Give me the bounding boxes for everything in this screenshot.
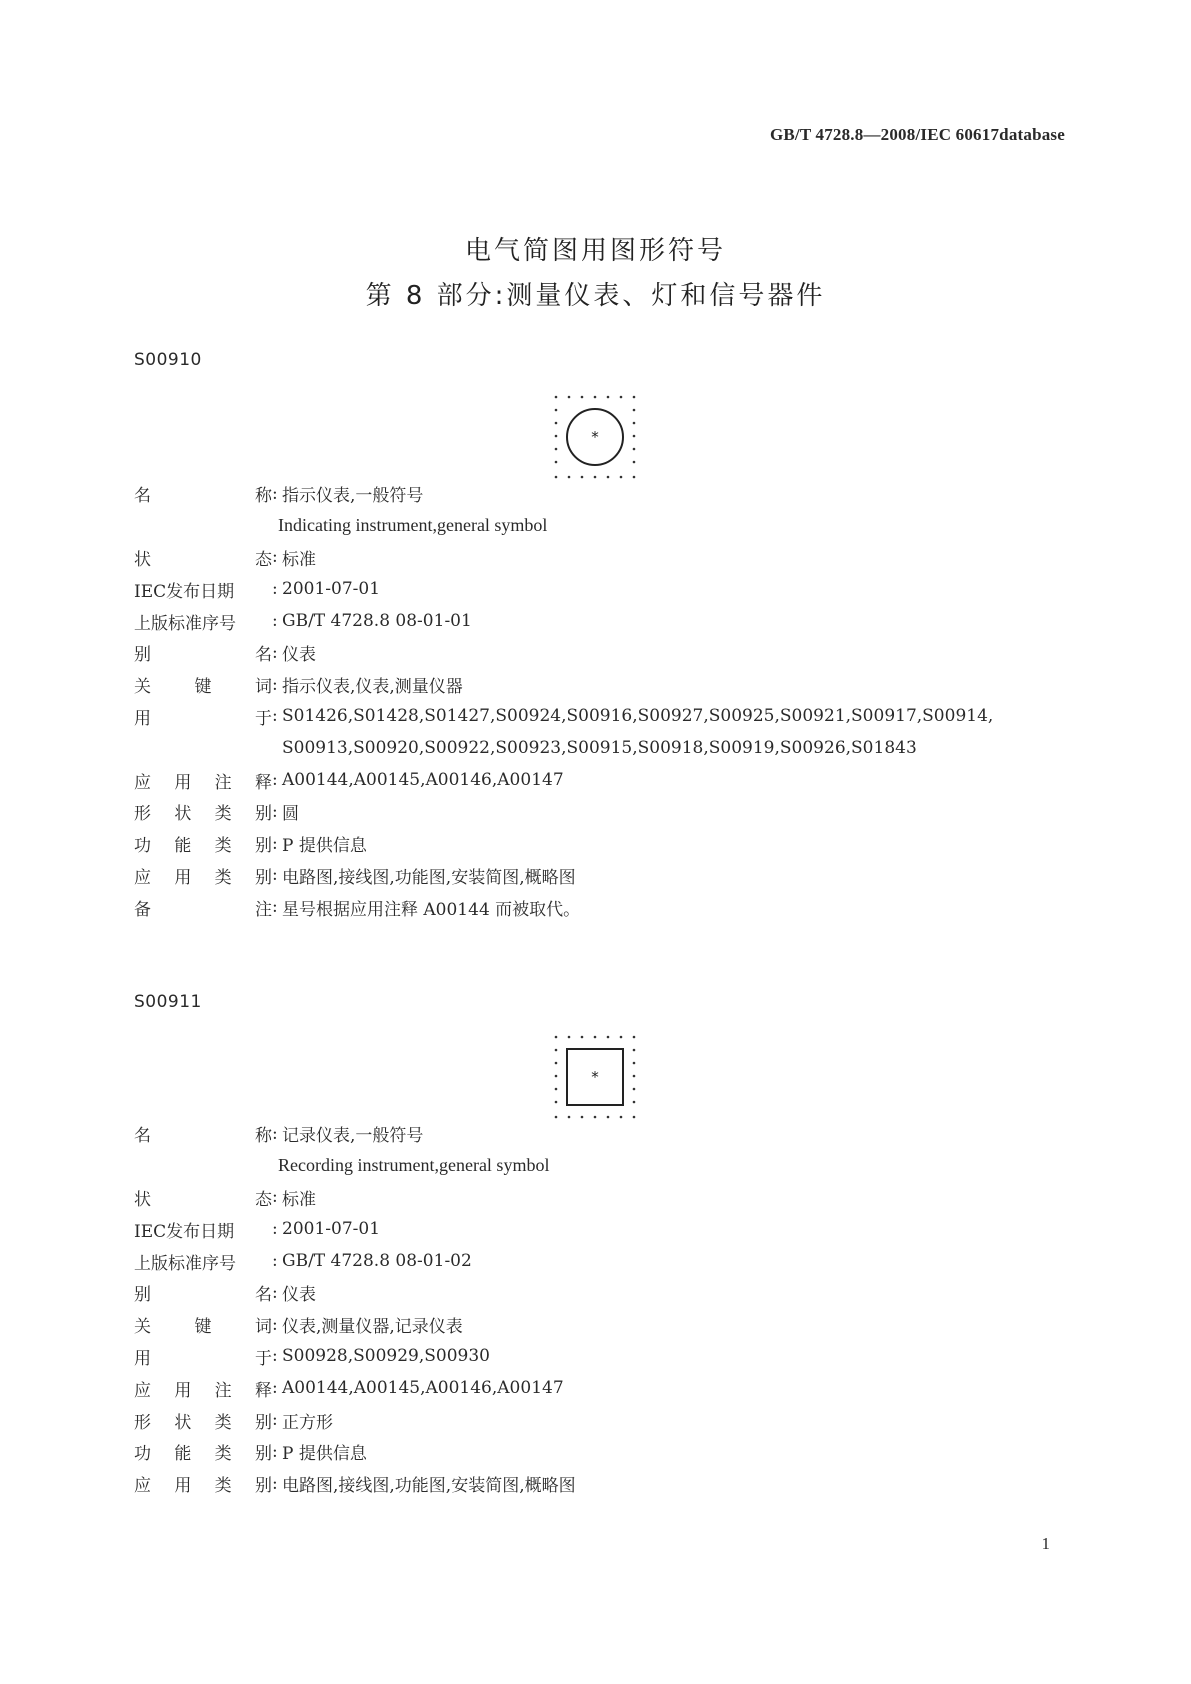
field-iec-date: IEC发布日期 : 2001-07-01 bbox=[134, 1219, 381, 1242]
field-name: 名 称 : 指示仪表,一般符号 bbox=[134, 483, 424, 507]
field-status: 状 态 : 标准 bbox=[134, 1187, 316, 1210]
field-name-en: Recording instrument,general symbol bbox=[278, 1155, 550, 1176]
standard-code: GB/T 4728.8—2008/IEC 60617database bbox=[769, 125, 1065, 144]
field-func-class: 功 能 类 别 : P 提供信息 bbox=[134, 1441, 367, 1465]
field-keywords: 关 键 词 : 指示仪表,仪表,测量仪器 bbox=[134, 674, 463, 698]
field-remark: 备 注 : 星号根据应用注释 A00144 而被取代。 bbox=[134, 897, 581, 920]
field-name-en: Indicating instrument,general symbol bbox=[278, 515, 548, 536]
field-app-class: 应 用 类 别 : 电路图,接线图,功能图,安装简图,概略图 bbox=[134, 1473, 576, 1497]
asterisk-mark: * bbox=[591, 428, 599, 446]
field-app-notes: 应 用 注 释 : A00144,A00145,A00146,A00147 bbox=[134, 1378, 564, 1401]
doc-title: 电气简图用图形符号 bbox=[464, 236, 726, 266]
field-used-in: 用 于 : S00928,S00929,S00930 bbox=[134, 1346, 490, 1369]
doc-subtitle: 第 8 部分:测量仪表、灯和信号器件 bbox=[365, 281, 826, 311]
symbol-id: S00911 bbox=[134, 992, 202, 1012]
field-keywords: 关 键 词 : 仪表,测量仪器,记录仪表 bbox=[134, 1314, 463, 1338]
field-app-notes: 应 用 注 释 : A00144,A00145,A00146,A00147 bbox=[134, 770, 564, 793]
field-status: 状 态 : 标准 bbox=[134, 547, 316, 570]
symbol-square-figure bbox=[549, 1030, 643, 1124]
field-prev-standard: 上版标准序号 : GB/T 4728.8 08-01-01 bbox=[134, 611, 472, 634]
entry-fields-s00910 bbox=[134, 478, 1074, 923]
field-iec-date: IEC发布日期 : 2001-07-01 bbox=[134, 579, 381, 602]
field-alias: 别 名 : 仪表 bbox=[134, 1282, 316, 1306]
field-used-in: 用 于 : S01426,S01428,S01427,S00924,S00916,S00927,S00925,S00921,S00917,S00914, bbox=[134, 706, 994, 729]
symbol-id: S00910 bbox=[134, 350, 202, 370]
field-prev-standard: 上版标准序号 : GB/T 4728.8 08-01-02 bbox=[134, 1251, 472, 1274]
field-func-class: 功 能 类 别 : P 提供信息 bbox=[134, 833, 367, 857]
field-alias: 别 名 : 仪表 bbox=[134, 642, 316, 666]
field-name: 名 称 : 记录仪表,一般符号 bbox=[134, 1123, 424, 1147]
field-used-in-cont: S00913,S00920,S00922,S00923,S00915,S00918,S00919,S00926,S01843 bbox=[282, 738, 917, 759]
entry-fields-s00911 bbox=[134, 1118, 1074, 1500]
field-shape-class: 形 状 类 别 : 正方形 bbox=[134, 1410, 333, 1433]
page-number: 1 bbox=[1041, 1534, 1050, 1553]
field-app-class: 应 用 类 别 : 电路图,接线图,功能图,安装简图,概略图 bbox=[134, 865, 576, 888]
symbol-circle-figure bbox=[549, 390, 643, 484]
field-shape-class: 形 状 类 别 : 圆 bbox=[134, 801, 299, 825]
asterisk-mark: * bbox=[591, 1068, 599, 1086]
